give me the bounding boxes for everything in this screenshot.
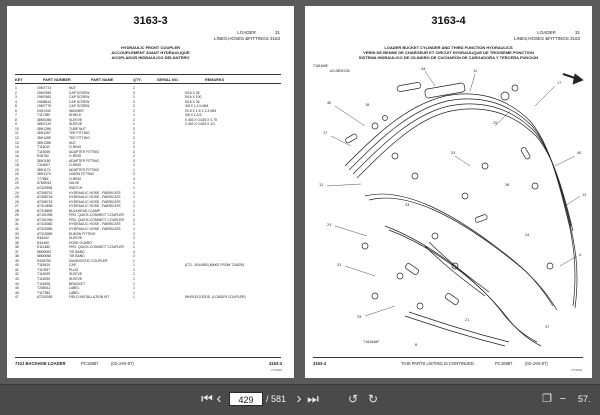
cell-key: 14 xyxy=(15,145,19,150)
cell-key: 40 xyxy=(15,263,19,268)
section-title-es: ACOPLADOR HIDRAULICO DELANTERO xyxy=(111,55,190,60)
svg-text:44: 44 xyxy=(421,67,426,71)
zoom-level[interactable]: 57. xyxy=(578,394,591,404)
cell-part-name: DIAGNOSTIC COUPLER xyxy=(69,258,108,263)
cell-qty: 1 xyxy=(133,272,135,277)
cell-key: 7 xyxy=(15,113,17,118)
cell-part-number: T117383 xyxy=(37,290,51,295)
undo-icon[interactable]: ↺ xyxy=(347,392,359,406)
cell-qty: 1 xyxy=(133,186,135,191)
col-part-number: PART NUMBER xyxy=(43,78,71,82)
cell-qty: 2 xyxy=(133,158,135,163)
cell-part-name: VALVE xyxy=(69,181,80,186)
cell-part-name: CAP SCREW xyxy=(69,99,90,104)
cell-part-name: CAP SCREW xyxy=(69,104,90,109)
cell-qty: 1 xyxy=(133,267,135,272)
figure-bottom-id: T181646F xyxy=(363,340,380,344)
cell-part-name: FRG. QUICK-CONNECT COUPLER xyxy=(69,245,124,250)
cell-part-number: E111380 xyxy=(37,245,51,250)
right-page xyxy=(305,6,592,378)
cell-qty: 1 xyxy=(133,208,135,213)
cell-key: 20 xyxy=(15,172,19,177)
cell-qty: 2 xyxy=(133,99,135,104)
redo-icon[interactable]: ↻ xyxy=(367,392,379,406)
cell-key: 41 xyxy=(15,267,19,272)
cell-key: 39 xyxy=(15,258,19,263)
cell-part-number: T110937 xyxy=(37,267,51,272)
cell-remarks: 0.453 X 0.625 X 0.75 xyxy=(185,117,217,122)
cell-qty: 4 xyxy=(133,176,135,181)
cell-remarks: 5/16 X 100 xyxy=(185,95,202,100)
cell-qty: 2 xyxy=(133,254,135,259)
left-page xyxy=(7,6,294,378)
cell-part-number: R26782 xyxy=(37,154,49,159)
hydraulic-diagram xyxy=(305,66,592,356)
cell-part-number: T116929 xyxy=(37,272,51,277)
header-section: LINES,HOSES &FITTINGS 3163 xyxy=(513,36,580,41)
cell-key: 38 xyxy=(15,254,19,259)
cell-part-number: AT314838 xyxy=(37,204,53,209)
cell-qty: 2 xyxy=(133,140,135,145)
cell-part-number: 38H1180 xyxy=(37,158,51,163)
section-title-en: LOADER BUCKET CYLINDER AND THIRD FUNCTION HYDRAULICS xyxy=(384,45,513,50)
cell-qty: 1 xyxy=(133,113,135,118)
cell-part-name: TUBE NUT xyxy=(69,126,86,131)
cell-qty: 1 xyxy=(133,190,135,195)
cell-qty: 4 xyxy=(133,249,135,254)
cell-qty: 1 xyxy=(133,263,135,268)
cell-part-name: TIE BAND xyxy=(69,254,85,259)
cell-qty: 2 xyxy=(133,108,135,113)
cell-key: 1 xyxy=(15,86,17,90)
cell-part-name: O-RING xyxy=(69,176,82,181)
svg-text:40: 40 xyxy=(327,101,332,105)
fit-page-icon[interactable]: ❐ xyxy=(542,393,552,405)
section-title-fr: ACCOUPLEMENT AVANT HYDRAULIQUE xyxy=(111,50,190,55)
cell-part-name: NUT xyxy=(69,140,76,145)
page-number-input[interactable]: 429 xyxy=(229,392,263,406)
footer-rule xyxy=(313,357,583,358)
cell-key: 37 xyxy=(15,249,19,254)
cell-part-number: 38M1086 xyxy=(37,117,52,122)
section-title-fr: VERIN DE BENNE DE CHARGEUR ET CIRCUIT HYDRAULIQUE DE TROISIEME FONCTION xyxy=(363,50,534,55)
cell-qty: 1 xyxy=(133,204,135,209)
cell-part-number: 19M8614 xyxy=(37,99,52,104)
cell-qty: 2 xyxy=(133,136,135,141)
cell-part-number: R44442 xyxy=(37,236,49,241)
cell-part-number: 38H1373 xyxy=(37,172,51,177)
cell-key: 31 xyxy=(15,222,19,227)
svg-text:13: 13 xyxy=(582,193,587,197)
next-page-icon[interactable]: › xyxy=(296,390,302,407)
cell-remarks: 3/8 X 1-1/4 MM xyxy=(185,104,209,109)
cell-part-name: SLEEVE xyxy=(69,117,83,122)
page-title: 3163-4 xyxy=(431,15,466,27)
cell-key: 32 xyxy=(15,226,19,231)
cell-qty: 2 xyxy=(133,217,135,222)
footer-continued: THIS PARTS LISTING IS CONTINUED xyxy=(401,361,474,366)
cell-key: 13 xyxy=(15,140,19,145)
cell-qty: 2 xyxy=(133,145,135,150)
cell-part-name: UNION FITTING xyxy=(69,172,95,177)
cell-part-number: AT329934 xyxy=(37,186,53,191)
cell-part-name: SLEEVE xyxy=(69,272,83,277)
cell-qty: 2 xyxy=(133,117,135,122)
first-page-icon[interactable]: ⏮ xyxy=(201,391,213,406)
cell-remarks: (CTL. 2044983 (MAKE FROM T10828) xyxy=(185,263,244,268)
cell-qty: 1 xyxy=(133,181,135,186)
cell-part-number: T116928 xyxy=(37,281,51,286)
footer-date: (02-JAN-07) xyxy=(111,361,134,366)
svg-text:23: 23 xyxy=(451,151,456,155)
cell-part-name: ADAPTER FITTING xyxy=(69,158,100,163)
footer-model: 710J BACKHOE LOADER xyxy=(15,361,66,366)
cell-part-name: CAP SCREW xyxy=(69,90,90,95)
cell-part-name: O-RING xyxy=(69,145,82,150)
table-row xyxy=(15,295,281,300)
svg-text:26: 26 xyxy=(505,183,510,187)
last-page-icon[interactable]: ⏭ xyxy=(307,391,319,406)
svg-text:40: 40 xyxy=(577,151,582,155)
cell-qty: 2 xyxy=(133,131,135,136)
cell-qty: 1 xyxy=(133,258,135,263)
cell-key: 5 xyxy=(15,104,17,109)
cell-qty: 2 xyxy=(133,86,135,90)
cell-qty: 1 xyxy=(133,290,135,295)
cell-part-number: AT308701 xyxy=(37,190,53,195)
cell-part-name: FIELD INSTALLATION KIT xyxy=(69,295,110,300)
cell-part-number: 58M0066 xyxy=(37,254,52,259)
cell-part-name: FRG. QUICK-CONNECT COUPLER xyxy=(69,217,124,222)
cell-qty: 3 xyxy=(133,90,135,95)
section-title-es: SISTEMA HIDRAULICO DE CILINDRO DE CUCHARON DE CARGADORA Y TERCERA FUNCION xyxy=(358,55,539,60)
cell-remarks: 5/16 X 35 xyxy=(185,99,200,104)
cell-key: 11 xyxy=(15,131,19,136)
parts-table xyxy=(15,86,281,300)
cell-qty: 2 xyxy=(133,172,135,177)
cell-part-number: AT308715 xyxy=(37,199,53,204)
cell-key: 26 xyxy=(15,199,19,204)
cell-part-name: TIE BAND xyxy=(69,249,85,254)
cell-key: 9 xyxy=(15,122,17,127)
cell-part-number: T77864 xyxy=(37,176,49,181)
cell-key: 16 xyxy=(15,154,19,159)
cell-part-number: T116005 xyxy=(37,149,51,154)
cell-key: 36 xyxy=(15,245,19,250)
cell-part-number: 19M7660 xyxy=(37,95,52,100)
cell-part-number: T116011 xyxy=(37,145,50,150)
cell-part-number: AT308716 xyxy=(37,195,53,200)
footer-date: (02-JAN-07) xyxy=(525,361,548,366)
page-title: 3163-3 xyxy=(133,15,168,27)
cell-remarks: 3/8 X 1-1/2 xyxy=(185,113,202,118)
cell-part-number: 38H1289 xyxy=(37,136,51,141)
cell-qty: 2 xyxy=(133,95,135,100)
cell-part-number: AT101096 xyxy=(37,217,53,222)
svg-text:8: 8 xyxy=(415,343,418,347)
cell-part-name: HYDRAULIC HOSE - FABRICATE xyxy=(69,222,121,227)
cell-part-number: 38M7120 xyxy=(37,122,52,127)
cell-key: 47 xyxy=(15,295,19,300)
header-group-number: 31 xyxy=(274,30,280,35)
cell-part-name: O-RING xyxy=(69,163,82,168)
cell-part-name: WASHER xyxy=(69,108,84,113)
header-section: LINES,HOSES &FITTINGS 3163 xyxy=(213,36,280,41)
cell-key: 45 xyxy=(15,286,19,291)
cell-remarks: WHOLEGOODS, (LOADER COUPLER) xyxy=(185,295,246,300)
cell-qty: 1 xyxy=(133,286,135,291)
cell-key: 6 xyxy=(15,108,17,113)
cell-part-number: AT315083 xyxy=(37,231,53,236)
cell-qty: 1 xyxy=(133,122,135,127)
svg-text:20: 20 xyxy=(493,121,498,125)
cell-part-name: ADAPTER FITTING xyxy=(69,167,100,172)
header-rule xyxy=(15,74,281,75)
cell-part-number: R44460 xyxy=(37,240,49,245)
svg-text:18: 18 xyxy=(365,103,370,107)
cell-part-name: HYDRAULIC HOSE - FABRICATE xyxy=(69,190,121,195)
cell-key: 8 xyxy=(15,117,17,122)
footer-code: PT4020 xyxy=(271,368,282,372)
cell-key: 44 xyxy=(15,281,19,286)
cell-part-number: T208012 xyxy=(37,286,51,291)
cell-part-number: 58M9062 xyxy=(37,249,52,254)
column-rule xyxy=(15,83,281,84)
cell-part-name: O-RING xyxy=(69,154,82,159)
cell-key: 15 xyxy=(15,149,19,154)
page-total: / 581 xyxy=(266,394,287,404)
cell-key: 12 xyxy=(15,136,19,141)
cell-qty: 1 xyxy=(133,240,135,245)
cell-part-number: 24H1342 xyxy=(37,108,51,113)
header-group-label: LOADER xyxy=(537,30,556,35)
cell-qty: 1 xyxy=(133,276,135,281)
cell-key: 22 xyxy=(15,181,19,186)
cell-part-name: SWITCH xyxy=(69,186,83,191)
cell-qty: 1 xyxy=(133,195,135,200)
svg-text:12: 12 xyxy=(473,69,478,73)
cell-qty: 2 xyxy=(133,149,135,154)
cell-remarks: 20.5 X 1.5 X 2.3 MM xyxy=(185,108,216,113)
svg-text:12: 12 xyxy=(319,183,324,187)
cell-part-number: R208750 xyxy=(37,258,51,263)
cell-qty: 2 xyxy=(133,231,135,236)
cell-part-number: 57M2043 xyxy=(37,181,52,186)
cell-key: 29 xyxy=(15,213,19,218)
col-qty: QTY. xyxy=(133,78,142,82)
cell-key: 28 xyxy=(15,208,19,213)
cell-key: 30 xyxy=(15,217,19,222)
zoom-out-icon[interactable]: − xyxy=(559,393,567,405)
cell-qty: 1 xyxy=(133,281,135,286)
cell-key: 18 xyxy=(15,163,19,168)
cell-qty: 2 xyxy=(133,104,135,109)
cell-part-name: BULKHEAD CLAMP xyxy=(69,208,100,213)
cell-part-name: TEE FITTING xyxy=(69,131,90,136)
figure-id: T181646F xyxy=(313,64,329,68)
cell-part-number: T116007 xyxy=(37,163,51,168)
cell-part-name: BRACKET xyxy=(69,281,86,286)
cell-key: 35 xyxy=(15,240,19,245)
footer-code: PT4020 xyxy=(571,368,582,372)
cell-part-name: SLEEVE xyxy=(69,276,83,281)
cell-part-number: AT316809 xyxy=(37,208,53,213)
cell-part-number: AT315085 xyxy=(37,226,53,231)
cell-part-number: 19M7774 xyxy=(37,86,52,90)
cell-qty: 1 xyxy=(133,167,135,172)
header-group xyxy=(237,30,280,35)
svg-text:33: 33 xyxy=(405,203,410,207)
cell-part-name: TEE FITTING xyxy=(69,136,90,141)
cell-part-number: 38H1287 xyxy=(37,131,51,136)
cell-part-name: HYDRAULIC HOSE - FABRICATE xyxy=(69,199,121,204)
footer-page-number: 3163-4 xyxy=(313,361,327,366)
svg-text:21: 21 xyxy=(465,318,470,322)
cell-qty: 1 xyxy=(133,295,135,300)
cell-part-name: CAP SCREW xyxy=(69,95,90,100)
cell-part-number: T117380 xyxy=(37,113,51,118)
cell-part-number: 38H1288 xyxy=(37,140,51,145)
col-part-name: PART NAME xyxy=(91,78,114,82)
cell-part-name: LABEL xyxy=(69,290,80,295)
cell-part-number: AT330039 xyxy=(37,295,53,300)
cell-part-name: SLEEVE xyxy=(69,122,83,127)
cell-qty: 1 xyxy=(133,245,135,250)
cell-part-name: HYDRAULIC HOSE - FABRICATE xyxy=(69,195,121,200)
header-group xyxy=(537,30,580,35)
cell-part-number: 19M7775 xyxy=(37,104,52,109)
cell-key: 2 xyxy=(15,90,17,95)
header-group-label: LOADER xyxy=(237,30,256,35)
col-remarks: REMARKS xyxy=(205,78,225,82)
cell-key: 23 xyxy=(15,186,19,191)
cell-part-name: ELBOW FITTING xyxy=(69,231,96,236)
svg-text:24: 24 xyxy=(525,233,530,237)
cell-part-name: PLUG xyxy=(69,267,79,272)
footer-page-number: 3163-3 xyxy=(268,361,282,366)
cell-key: 25 xyxy=(15,195,19,200)
figure-sub-id: -UN-05DEC06 xyxy=(329,69,350,73)
svg-text:37: 37 xyxy=(545,325,550,329)
cell-remarks: 0.453 X 0.625 X 1/2 xyxy=(185,122,215,127)
cell-part-number: AT101095 xyxy=(37,213,53,218)
cell-key: 21 xyxy=(15,176,19,181)
svg-text:17: 17 xyxy=(323,131,328,135)
svg-text:29: 29 xyxy=(357,315,362,319)
cell-key: 17 xyxy=(15,158,19,163)
cell-qty: 2 xyxy=(133,126,135,131)
footer-catalog: PC10887 xyxy=(495,361,513,366)
cell-key: 10 xyxy=(15,126,19,131)
cell-qty: 2 xyxy=(133,213,135,218)
cell-remarks: 5/16 X 35 xyxy=(185,90,200,95)
cell-qty: 2 xyxy=(133,163,135,168)
cell-part-number: T116410 xyxy=(37,263,51,268)
cell-key: 3 xyxy=(15,95,17,100)
cell-part-name: NUT xyxy=(69,86,76,90)
cell-part-name: SHIELD xyxy=(69,113,82,118)
cell-qty: 2 xyxy=(133,236,135,241)
cell-qty: 1 xyxy=(133,226,135,231)
cell-part-number: 38H1286 xyxy=(37,126,51,131)
cell-part-name: HOSE GUARD xyxy=(69,240,92,245)
header-group-number: 31 xyxy=(574,30,580,35)
cell-part-number: 19M7659 xyxy=(37,90,52,95)
svg-text:17: 17 xyxy=(557,81,562,85)
footer-rule xyxy=(15,357,281,358)
cell-part-name: CAP xyxy=(69,263,76,268)
cell-part-name: ADAPTER FITTING xyxy=(69,149,100,154)
cell-part-name: FRG. QUICK-CONNECT COUPLER xyxy=(69,213,124,218)
cell-key: 4 xyxy=(15,99,17,104)
previous-page-icon[interactable]: ‹ xyxy=(216,390,222,407)
cell-qty: 2 xyxy=(133,154,135,159)
cell-part-number: AT315082 xyxy=(37,222,53,227)
cell-key: 27 xyxy=(15,204,19,209)
cell-key: 42 xyxy=(15,272,19,277)
cell-key: 34 xyxy=(15,236,19,241)
cell-part-name: HYDRAULIC HOSE - FABRICATE xyxy=(69,226,121,231)
cell-qty: 1 xyxy=(133,222,135,227)
cell-key: 33 xyxy=(15,231,19,236)
section-title-en: HYDRAULIC FRONT COUPLER xyxy=(120,45,181,50)
cell-part-number: 38H1174 xyxy=(37,167,51,172)
svg-text:4: 4 xyxy=(579,253,582,257)
cell-key: 24 xyxy=(15,190,19,195)
footer-catalog: PC10887 xyxy=(81,361,99,366)
cell-key: 19 xyxy=(15,167,19,172)
cell-part-name: LABEL xyxy=(69,286,80,291)
cell-key: 43 xyxy=(15,276,19,281)
col-serial: SERIAL NO. xyxy=(157,78,179,82)
col-key: KEY xyxy=(15,78,23,82)
svg-text:31: 31 xyxy=(337,263,342,267)
cell-key: 46 xyxy=(15,290,19,295)
svg-text:23: 23 xyxy=(327,223,332,227)
cell-part-number: T116930 xyxy=(37,276,51,281)
cell-qty: 1 xyxy=(133,199,135,204)
cell-part-name: HYDRAULIC HOSE - FABRICATE xyxy=(69,204,121,209)
cell-part-name: SLEEVE xyxy=(69,236,83,241)
